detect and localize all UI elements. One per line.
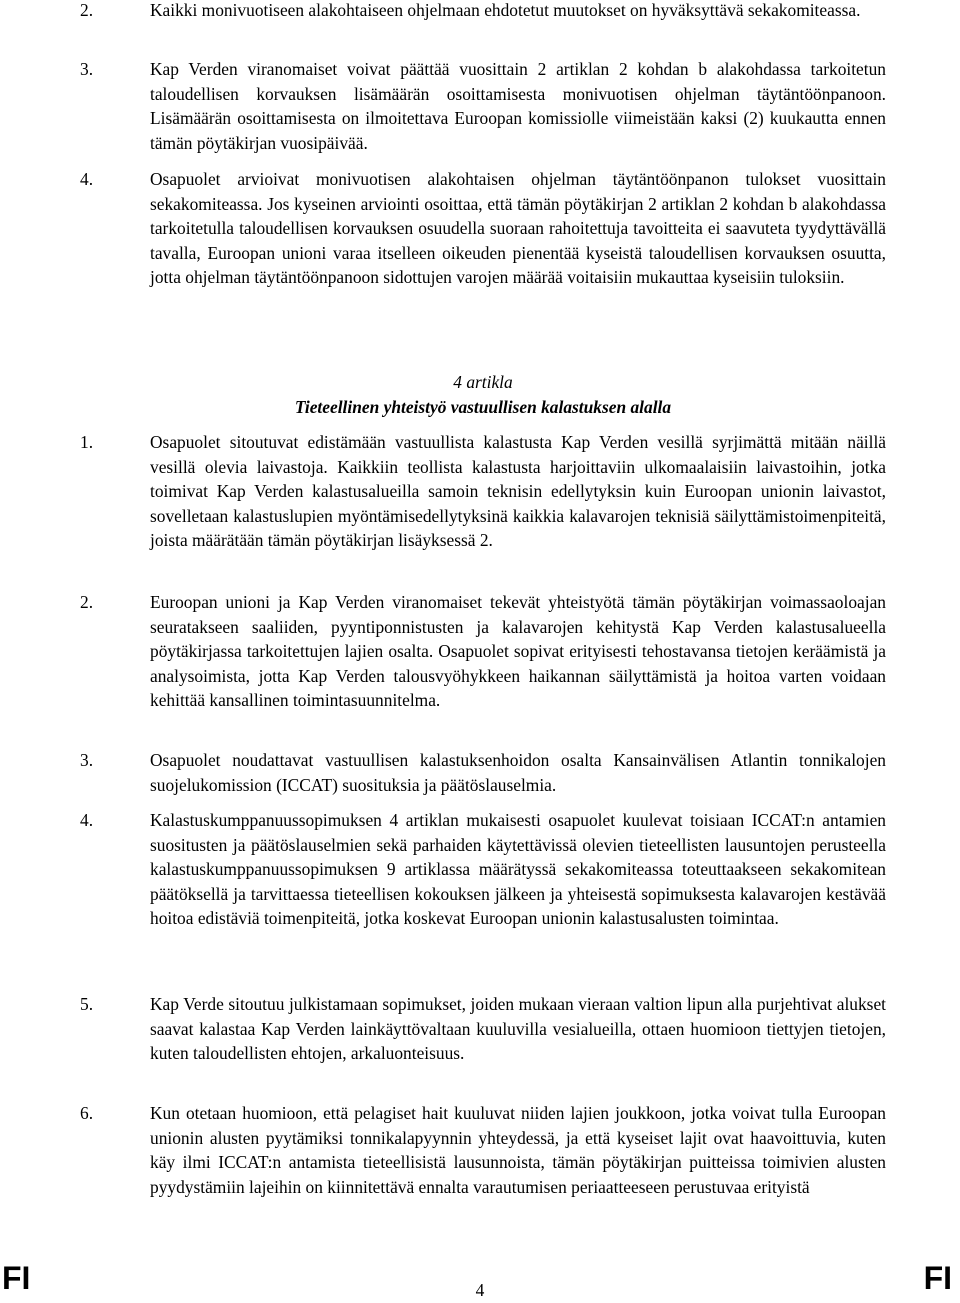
item-number: 3. [80, 59, 94, 79]
item-number: 1. [80, 432, 94, 452]
item-text: Kaikki monivuotiseen alakohtaiseen ohjelmaan ehdotetut muutokset on hyväksyttävä sekakomiteassa. [150, 0, 861, 20]
list-item [80, 808, 886, 931]
list-item [80, 57, 886, 155]
item-text: Euroopan unioni ja Kap Verden viranomaiset tekevät yhteistyötä tämän pöytäkirjan voimassaoloajan seuratakseen saaliiden, pyyntiponnistusten ja kalavarojen kehitystä Kap Verden kalastusalueella pöytäkirjassa tarkoitettujen lajien osalta. Osapuolet sopivat erityisesti tehostavansa tietojen keräämistä ja analysoimista, jotta Kap Verden talousvyöhykkeen haikannan säilyttämistä ja hoitoa varten voidaan kehittää kansallinen toimintasuunnitelma. [150, 592, 886, 710]
item-number: 4. [80, 810, 94, 830]
page-number: 4 [475, 1280, 485, 1300]
list-item [80, 430, 886, 553]
item-text: Kun otetaan huomioon, että pelagiset hait kuuluvat niiden lajien joukkoon, jotka voivat tulla Euroopan unionin alusten pyytämiksi tonnikalapyynnin yhteydessä, ja että kyseiset lajit ovat haavoittuvia, kuten käy ilmi ICCAT:n antamista tieteellisistä lausunnoista, tämän pöytäkirjan puitteissa toimivien alusten pyydystämiin lajeihin on kiinnitettävä ennalta varautumisen periaatteeseen perustuvaa erityistä [150, 1103, 886, 1197]
item-text: Osapuolet sitoutuvat edistämään vastuullista kalastusta Kap Verden vesillä syrjimättä mitään näillä vesillä olevia laivastoja. Kaikkiin teollista kalastusta harjoittaviin ulkomaalaisiin laivastoihin, jotka toimivat Kap Verden kalastusalueilla samoin teknisin edellytyksin kuin Euroopan unionin laivastot, sovelletaan kalastuslupien myöntämisedellytyksinä kaikkia kalavarojen teknisiä säilyttämistoimenpiteitä, joista määrätään tämän pöytäkirjan lisäyksessä 2. [150, 432, 886, 550]
item-text: Osapuolet arvioivat monivuotisen alakohtaisen ohjelman täytäntöönpanon tulokset vuosittain sekakomiteassa. Jos kyseinen arviointi osoittaa, että tämän pöytäkirjan 2 artiklan 2 kohdan b alakohdassa tarkoitetulla taloudellisen korvauksen osuudella suoraan rahoitettuja tavoitteita ei saavuteta tyydyttävällä tavalla, Euroopan unioni varaa itselleen oikeuden pienentää kyseistä taloudellisen korvauksen osuutta, jotta ohjelman täytäntöönpanoon sidottujen varojen määrää voitaisiin mukauttaa kyseisiin tuloksiin. [150, 169, 886, 287]
list-item [80, 1101, 886, 1199]
list-item [80, 0, 886, 23]
list-item [80, 590, 886, 713]
item-number: 2. [80, 592, 94, 612]
footer-language-right: FI [923, 1260, 952, 1296]
footer-language-left: FI [2, 1260, 31, 1296]
list-item [80, 748, 886, 797]
item-text: Kap Verde sitoutuu julkistamaan sopimukset, joiden mukaan vieraan valtion lipun alla purjehtivat alukset saavat kalastaa Kap Verden lainkäyttövaltaan kuuluvilla vesialueilla, ottaen huomioon tiettyjen tietojen, kuten taloudellisten ehtojen, arkaluonteisuus. [150, 994, 886, 1063]
list-item [80, 167, 886, 290]
list-item [80, 992, 886, 1066]
item-number: 3. [80, 750, 94, 770]
item-number: 2. [80, 0, 94, 20]
item-text: Kap Verden viranomaiset voivat päättää vuosittain 2 artiklan 2 kohdan b alakohdassa tarkoitetun taloudellisen korvauksen lisämäärän osoittamisesta monivuotisen ohjelman täytäntöönpanoon. Lisämäärän osoittamisesta on ilmoitettava Euroopan komissiolle viimeistään kaksi (2) kuukautta ennen tämän pöytäkirjan vuosipäivää. [150, 59, 886, 153]
item-number: 4. [80, 169, 94, 189]
article-number: 4 artikla [453, 372, 513, 392]
item-text: Osapuolet noudattavat vastuullisen kalastuksenhoidon osalta Kansainvälisen Atlantin tonnikalojen suojelukomission (ICCAT) suosituksia ja päätöslauselmia. [150, 750, 886, 795]
item-text: Kalastuskumppanuussopimuksen 4 artiklan mukaisesti osapuolet kuulevat toisiaan ICCAT:n antamien suositusten ja päätöslauselmien sekä parhaiden käytettävissä olevien tieteellisten lausuntojen perusteella kalastuskumppanuussopimuksen 9 artiklassa määrätyssä sekakomiteassa toteuttaakseen sekakomitean päätöksellä ja tarvittaessa tieteellisen kokouksen jälkeen ja yhteisestä sopimuksesta kalavarojen kestävää hoitoa edistäviä toimenpiteitä, jotka koskevat Euroopan unionin kalastusalusten toimintaa. [150, 810, 886, 928]
item-number: 6. [80, 1103, 94, 1123]
article-title: Tieteellinen yhteistyö vastuullisen kalastuksen alalla [294, 397, 672, 417]
item-number: 5. [80, 994, 94, 1014]
